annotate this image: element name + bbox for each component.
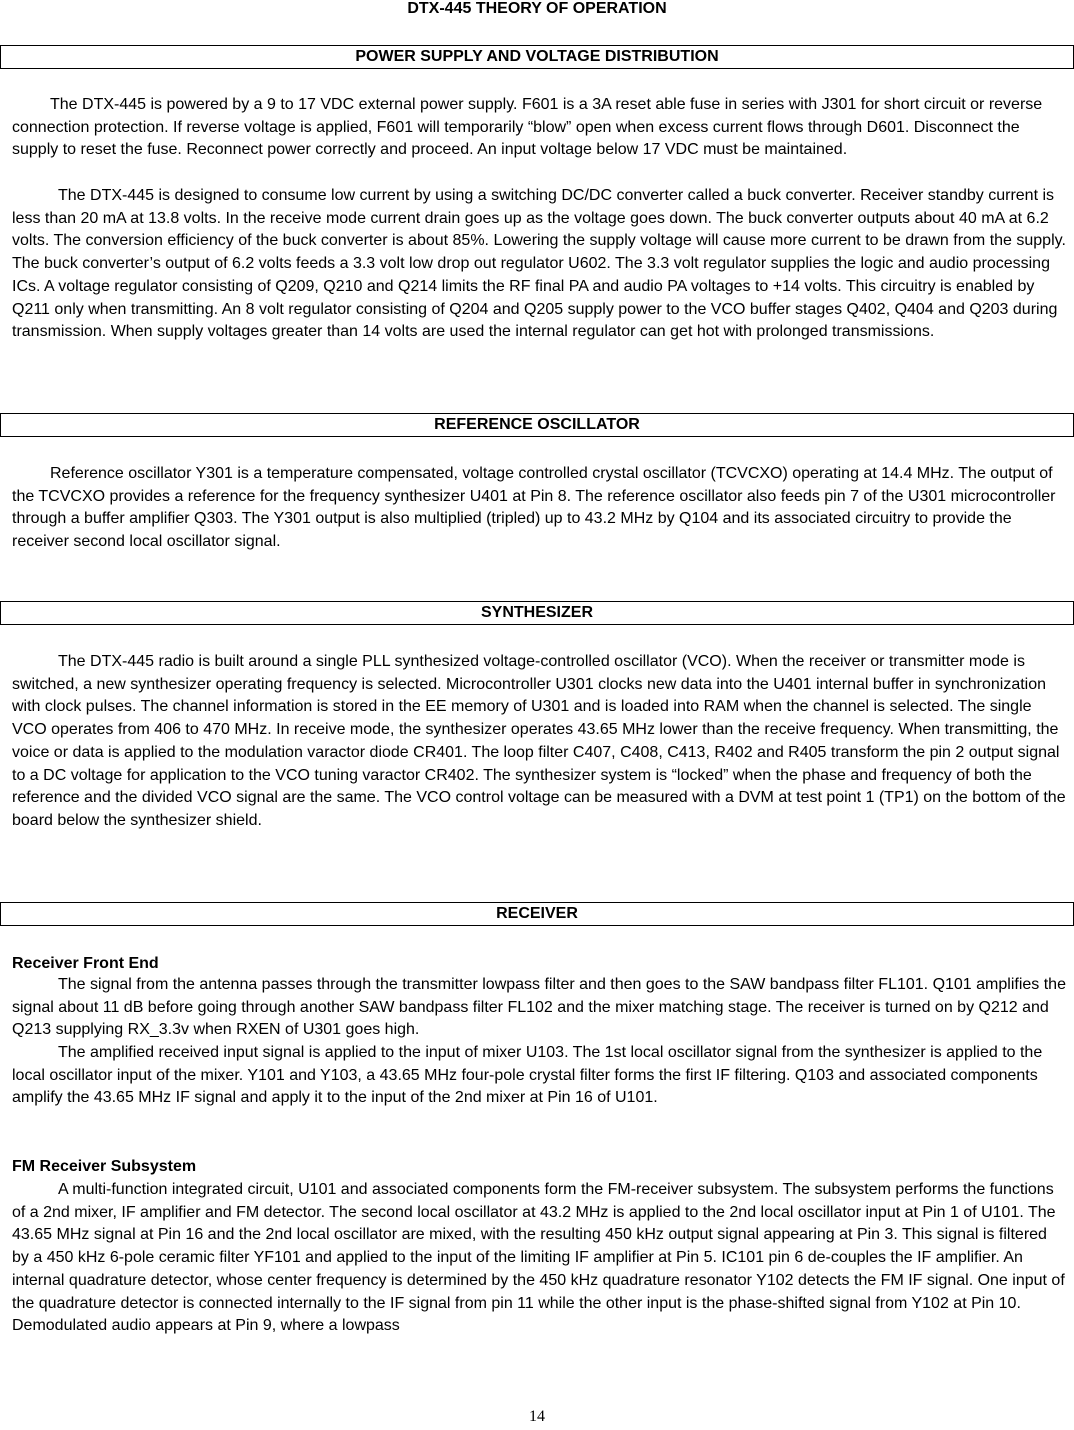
section-heading-receiver: RECEIVER — [0, 902, 1074, 926]
paragraph-power-supply-2: The DTX-445 is designed to consume low current by using a switching DC/DC converter called a buck converter. Receiver standby current is less than 20 mA at 13.8 volts. In the receive mode current drain goes up as the voltage goes down. The buck converter outputs about 40 mA at 6.2 volts. The conversion efficiency of the buck converter is about 85%. Lowering the supply voltage will cause more current to be drawn from the supply. The buck converter’s output of 6.2 volts feeds a 3.3 volt low drop out regulator U602. The 3.3 volt regulator supplies the logic and audio processing ICs. A voltage regulator consisting of Q209, Q210 and Q214 limits the RF final PA and audio PA voltages to +14 volts. This circuitry is enabled by Q211 only when transmitting. An 8 volt regulator consisting of Q204 and Q205 supply power to the VCO buffer stages Q402, Q404 and Q203 during transmission. When supply voltages greater than 14 volts are used the internal regulator can get hot with prolonged transmissions. — [12, 187, 1066, 341]
section-heading-power-supply: POWER SUPPLY AND VOLTAGE DISTRIBUTION — [0, 45, 1074, 69]
subheading-fm-receiver-subsystem: FM Receiver Subsystem — [12, 1158, 197, 1175]
paragraph-fm-receiver-subsystem: A multi-function integrated circuit, U101 and associated components form the FM-receiver subsystem. The subsystem performs the functions of a 2nd mixer, IF amplifier and FM detector. The second local oscillator at 43.2 MHz is applied to the 2nd local oscillator input at Pin 1 of U101. The 43.65 MHz signal at Pin 16 and the 2nd local oscillator are mixed, with the resulting 450 kHz output signal appearing at Pin 3. This signal is filtered by a 450 kHz 6-pole ceramic filter YF101 and applied to the input of the limiting IF amplifier at Pin 5. IC101 pin 6 de-couples the IF amplifier. An internal quadrature detector, whose center frequency is determined by the 450 kHz quadrature resonator Y102 detects the FM IF signal. One input of the quadrature detector is connected internally to the IF signal from pin 11 while the other input is the phase-shifted signal from Y102 at Pin 10. Demodulated audio appears at Pin 9, where a lowpass — [12, 1181, 1065, 1335]
paragraph-synthesizer: The DTX-445 radio is built around a single PLL synthesized voltage-controlled oscillator (VCO). When the receiver or transmitter mode is switched, a new synthesizer operating frequency is selected. Microcontroller U301 clocks new data into the U401 internal buffer in synchronization with clock pulses. The channel information is stored in the EE memory of U301 and is loaded into RAM when the channel is selected. The single VCO operates from 406 to 470 MHz. In receive mode, the synthesizer operates 43.65 MHz lower than the receive frequency. When transmitting, the voice or data is applied to the modulation varactor diode CR401. The loop filter C407, C408, C413, R402 and R405 transform the pin 2 output signal to a DC voltage for application to the VCO tuning varactor CR402. The synthesizer system is “locked” when the phase and frequency of both the reference and the divided VCO signal are the same. The VCO control voltage can be measured with a DVM at test point 1 (TP1) on the bottom of the board below the synthesizer shield. — [12, 653, 1066, 829]
section-heading-synthesizer: SYNTHESIZER — [0, 601, 1074, 625]
paragraph-power-supply-1: The DTX-445 is powered by a 9 to 17 VDC external power supply. F601 is a 3A reset able fuse in series with J301 for short circuit or reverse connection protection. If reverse voltage is applied, F601 will temporarily “blow” open when excess current flows through D601. Disconnect the supply to reset the fuse. Reconnect power correctly and proceed. An input voltage below 17 VDC must be maintained. — [12, 96, 1043, 159]
subheading-receiver-front-end: Receiver Front End — [12, 955, 159, 972]
document-title: DTX-445 THEORY OF OPERATION — [407, 0, 667, 17]
paragraph-reference-oscillator: Reference oscillator Y301 is a temperature compensated, voltage controlled crystal oscillator (TCVCXO) operating at 14.4 MHz. The output of the TCVCXO provides a reference for the frequency synthesizer U401 at Pin 8. The reference oscillator also feeds pin 7 of the U301 microcontroller through a buffer amplifier Q303. The Y301 output is also multiplied (tripled) up to 43.2 MHz by Q104 and its associated circuitry to provide the receiver second local oscillator signal. — [12, 465, 1056, 551]
section-heading-reference-oscillator: REFERENCE OSCILLATOR — [0, 413, 1074, 437]
paragraph-receiver-front-end-2: The amplified received input signal is applied to the input of mixer U103. The 1st local oscillator signal from the synthesizer is applied to the local oscillator input of the mixer. Y101 and Y103, a 43.65 MHz four-pole crystal filter forms the first IF filtering. Q103 and associated components amplify the 43.65 MHz IF signal and apply it to the input of the 2nd mixer at Pin 16 of U101. — [12, 1044, 1043, 1107]
page-number: 14 — [529, 1408, 545, 1425]
paragraph-receiver-front-end-1: The signal from the antenna passes through the transmitter lowpass filter and then goes to the SAW bandpass filter FL101. Q101 amplifies the signal about 11 dB before going through another SAW bandpass filter FL102 and the mixer matching stage. The receiver is turned on by Q212 and Q213 supplying RX_3.3v when RXEN of U301 goes high. — [12, 976, 1066, 1039]
